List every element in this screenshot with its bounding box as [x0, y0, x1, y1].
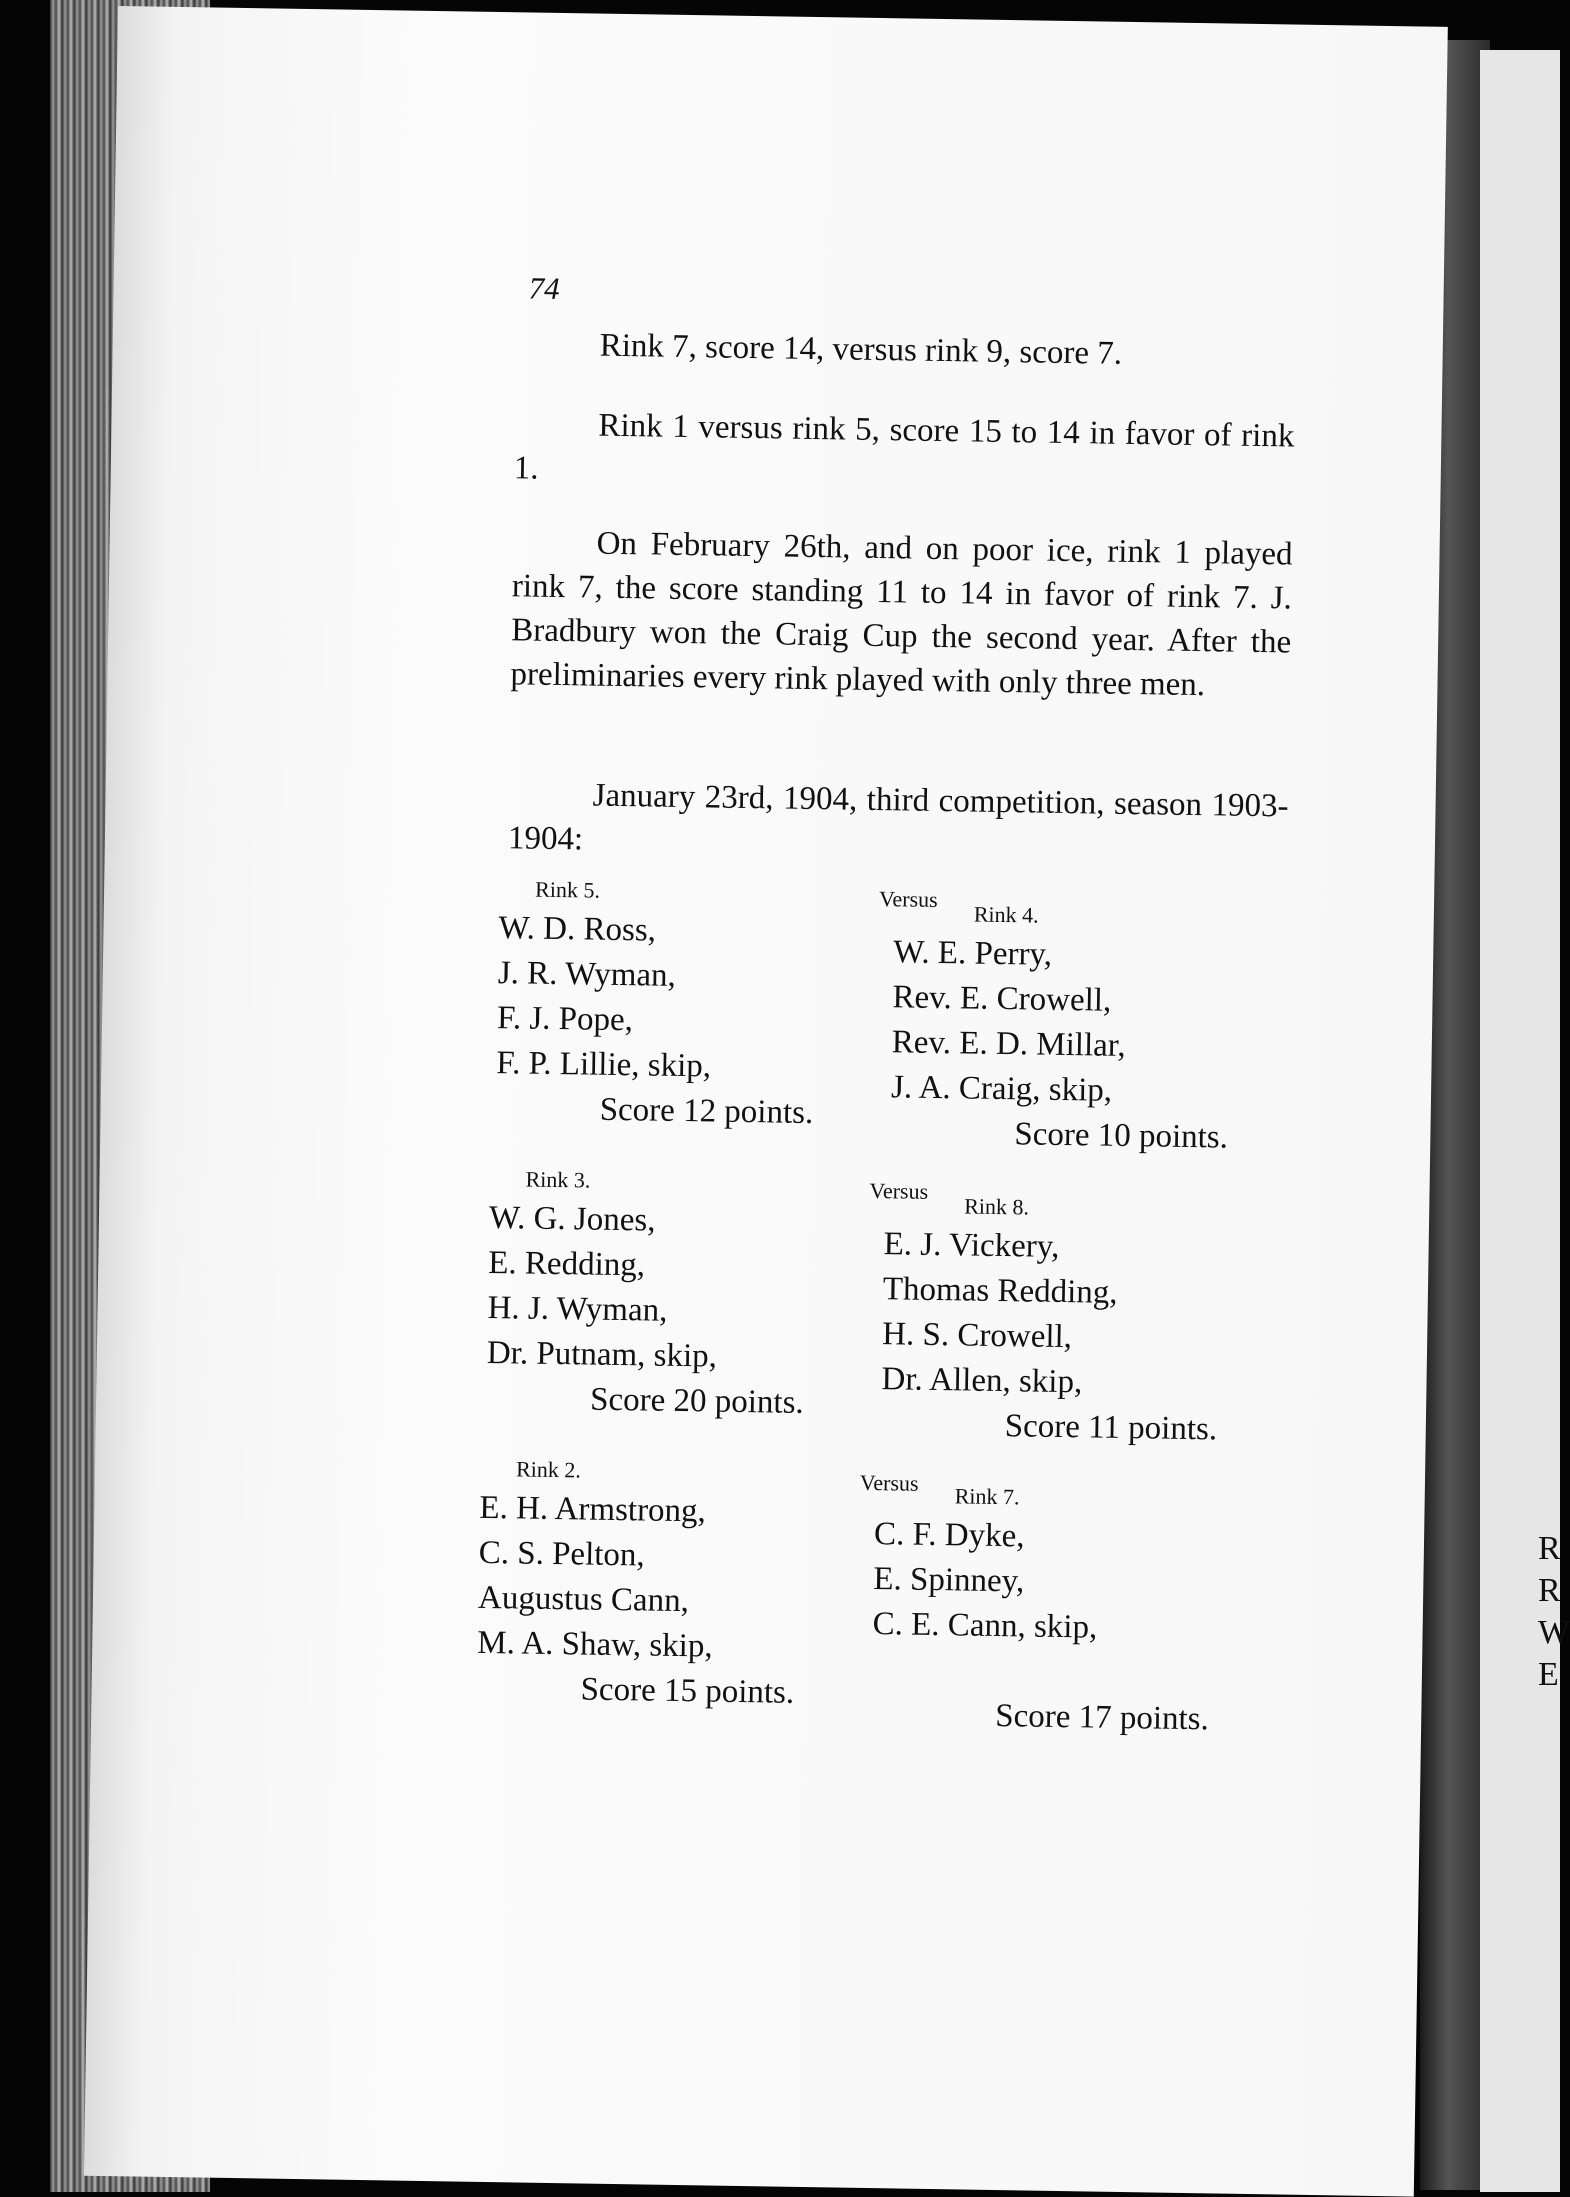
- next-page-edge: [1480, 50, 1570, 2192]
- rink-member: W. E. Perry,: [892, 934, 1053, 973]
- paragraph: [515, 322, 1296, 378]
- rink-member: E. H. Armstrong,: [479, 1489, 707, 1530]
- paragraph: [513, 402, 1294, 502]
- rink-score: Score 12 points.: [599, 1091, 814, 1132]
- next-page-letter: E: [1538, 1656, 1559, 1693]
- rink-heading: Rink 2.: [515, 1456, 582, 1483]
- paragraph-text: On February 26th, and on poor ice, rink 1 played rink 7, the score standing 11 to 14 in favor of rink 7. J. Bradbury won the Craig Cup the second year. After the preliminaries every rink played with only three men.: [510, 525, 1293, 704]
- rink-score: Score 17 points.: [994, 1697, 1210, 1738]
- rink-member: F. P. Lillie, skip,: [496, 1045, 712, 1085]
- page-number: 74: [528, 270, 560, 306]
- versus-label: Versus: [859, 1469, 919, 1496]
- next-page-letter: W: [1538, 1614, 1570, 1651]
- rink-member: F. J. Pope,: [496, 1000, 634, 1039]
- rink-member: Augustus Cann,: [477, 1579, 690, 1620]
- book-page: [84, 6, 1448, 2197]
- rink-member: M. A. Shaw, skip,: [477, 1624, 713, 1665]
- paragraph-text: Rink 7, score 14, versus rink 9, score 7.: [599, 327, 1123, 372]
- next-page-letter: R: [1538, 1572, 1561, 1609]
- rink-member: J. A. Craig, skip,: [890, 1069, 1113, 1109]
- rink-member: C. F. Dyke,: [873, 1516, 1025, 1555]
- rink-member: H. J. Wyman,: [487, 1289, 668, 1329]
- rink-member: Dr. Putnam, skip,: [486, 1334, 718, 1375]
- rink-member: E. Redding,: [488, 1244, 646, 1284]
- rink-heading: Rink 5.: [534, 876, 601, 903]
- versus-label: Versus: [869, 1177, 929, 1204]
- versus-label: Versus: [878, 886, 938, 912]
- rink-heading: Rink 3.: [525, 1166, 591, 1193]
- rink-member: Thomas Redding,: [882, 1271, 1118, 1311]
- rink-member: C. E. Cann, skip,: [872, 1606, 1098, 1646]
- rink-heading: Rink 7.: [954, 1483, 1020, 1510]
- rink-right-1: [890, 896, 1314, 1162]
- paragraph: [508, 772, 1289, 872]
- paragraph-text: Rink 1 versus rink 5, score 15 to 14 in favor of rink 1.: [513, 407, 1295, 487]
- rink-member: H. S. Crowell,: [881, 1316, 1073, 1356]
- rink-score: Score 20 points.: [589, 1381, 805, 1421]
- rink-left-3: [476, 1452, 900, 1718]
- rink-member: E. J. Vickery,: [883, 1226, 1060, 1265]
- rink-left-2: [486, 1162, 910, 1428]
- rink-member: W. D. Ross,: [498, 910, 657, 949]
- rink-score: Score 10 points.: [1014, 1116, 1229, 1156]
- rink-member: C. S. Pelton,: [478, 1534, 645, 1574]
- rink-member: J. R. Wyman,: [497, 955, 677, 994]
- rink-member: Dr. Allen, skip,: [881, 1361, 1083, 1401]
- rink-heading: Rink 8.: [964, 1193, 1030, 1220]
- rink-member: Rev. E. Crowell,: [892, 979, 1112, 1019]
- rink-right-2: [880, 1188, 1304, 1454]
- rink-heading: Rink 4.: [973, 901, 1039, 928]
- rink-score: Score 15 points.: [580, 1671, 795, 1711]
- rink-member: W. G. Jones,: [488, 1199, 656, 1239]
- rink-member: Rev. E. D. Millar,: [891, 1024, 1126, 1064]
- rink-right-3: [871, 1478, 1295, 1744]
- next-page-letter: R: [1538, 1530, 1561, 1567]
- rink-score: Score 11 points.: [1004, 1408, 1218, 1448]
- rink-left-1: [495, 872, 919, 1138]
- paragraph-text: January 23rd, 1904, third competition, season 1903-1904:: [507, 777, 1289, 858]
- rink-member: E. Spinney,: [873, 1561, 1025, 1600]
- paragraph: [510, 520, 1293, 708]
